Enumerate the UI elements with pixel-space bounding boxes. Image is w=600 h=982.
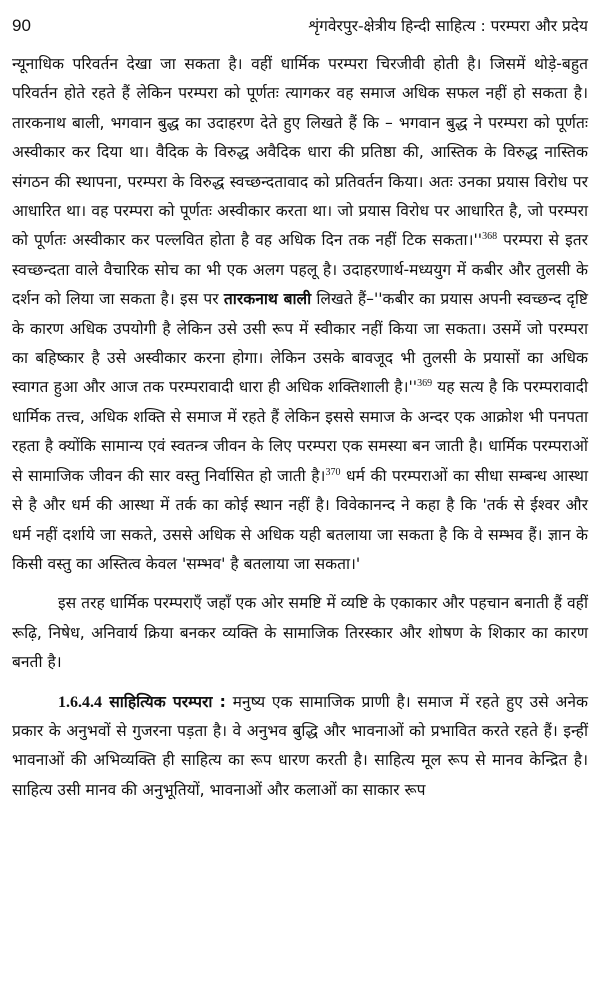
footnote-ref-369: 369: [417, 378, 433, 390]
footnote-ref-368: 368: [482, 231, 498, 243]
paragraph-1-part-a: न्यूनाधिक परिवर्तन देखा जा सकता है। वहीं धार्मिक परम्परा चिरजीवी होती है। जिसमें थोड़े-बहुत परिवर्तन होते रहते हैं लेकिन परम्परा को पूर्णतः त्यागकर वह समाज अधिक सफल नहीं हो सकता है। तारकनाथ बाली, भगवान बुद्ध का उदाहरण देते हुए लिखते हैं कि – भगवान बुद्ध ने परम्परा को पूर्णतः अस्वीकार कर दिया था। वैदिक के विरुद्ध अवैदिक धारा की प्रतिष्ठा की, आस्तिक के विरुद्ध नास्तिक संगठन की स्थापना, परम्परा के विरुद्ध स्वच्छन्दतावाद को प्रतिवर्तन किया। अतः उनका प्रयास विरोध पर आधारित था। वह परम्परा को पूर्णतः अस्वीकार करता था। जो प्रयास विरोध पर आधारित है, जो परम्परा को पूर्णतः अस्वीकार कर पल्लवित होता है वह अधिक दिन तक नहीं टिक सकता।'': [12, 55, 588, 250]
paragraph-1-part-b: परम्परा से इतर स्वच्छन्दता वाले वैचारिक सोच का भी एक अलग पहलू है। उदाहरणार्थ-मध्ययुग में कबीर और तुलसी के दर्शन को लिया जा सकता है। इस पर: [12, 231, 588, 309]
paragraph-1: [12, 50, 588, 579]
footnote-ref-370: 370: [325, 466, 341, 478]
running-title: शृंगवेरपुर-क्षेत्रीय हिन्दी साहित्य : परम्परा और प्रदेय: [308, 17, 588, 35]
paragraph-1-part-d: यह सत्य है कि परम्परावादी धार्मिक तत्त्व, अधिक शक्ति से समाज में रहते हैं लेकिन इससे समाज के अन्दर एक आक्रोश भी पनपता रहता है क्योंकि सामान्य एवं स्वतन्त्र जीवन के लिए परम्परा एक समस्या बन जाती है। धार्मिक परम्पराओं से सामाजिक जीवन की सार वस्तु निर्वासित हो जाती है।: [12, 378, 588, 485]
paragraph-2: इस तरह धार्मिक परम्पराएँ जहाँ एक ओर समष्टि में व्यष्टि के एकाकार और पहचान बनाती हैं वहीं रूढ़ि, निषेध, अनिवार्य क्रिया बनकर व्यक्ति के सामाजिक तिरस्कार और शोषण के शिकार का कारण बनती है।: [12, 594, 588, 672]
paragraph-3-text: मनुष्य एक सामाजिक प्राणी है। समाज में रहते हुए उसे अनेक प्रकार के अनुभवों से गुजरना पड़ता है। वे अनुभव बुद्धि और भावनाओं को प्रभावित करते रहते हैं। इन्हीं भावनाओं की अभिव्यक्ति ही साहित्य का रूप धारण करती है। साहित्य मूल रूप से मानव केन्द्रित है। साहित्य उसी मानव की अनुभूतियों, भावनाओं और कलाओं का साकार रूप: [12, 692, 588, 799]
page-number: 90: [12, 16, 31, 35]
paragraph-3: [12, 688, 588, 806]
section-number: 1.6.4.4: [58, 693, 102, 711]
section-heading: साहित्यिक परम्परा :: [102, 692, 226, 711]
paragraph-1-part-c: लिखते हैं–''कबीर का प्रयास अपनी स्वच्छन्द दृष्टि के कारण अधिक उपयोगी है लेकिन उसे उसी रूप में स्वीकार नहीं किया जा सकता। उसमें जो परम्परा का बहिष्कार है उसे अस्वीकार करना होगा। लेकिन उसके बावजूद भी तुलसी के प्रयासों का अधिक स्वागत हुआ और आज तक परम्परावादी धारा ही अधिक शक्तिशाली है।'': [12, 290, 588, 397]
page-header: [12, 14, 588, 46]
body-text: [12, 50, 588, 805]
paragraph-1-part-e: धर्म की परम्पराओं का सीधा सम्बन्ध आस्था से है और धर्म की आस्था में तर्क का कोई स्थान नहीं है। विवेकानन्द ने कहा है कि 'तर्क से ईश्वर और धर्म नहीं दर्शाये जा सकते, उससे अधिक से अधिक यही बतलाया जा सकता है कि वे सम्भव हैं। ज्ञान के किसी वस्तु का अस्तित्व केवल 'सम्भव' है बतलाया जा सकता।': [12, 466, 588, 573]
author-name-bold: तारकनाथ बाली: [223, 290, 312, 309]
